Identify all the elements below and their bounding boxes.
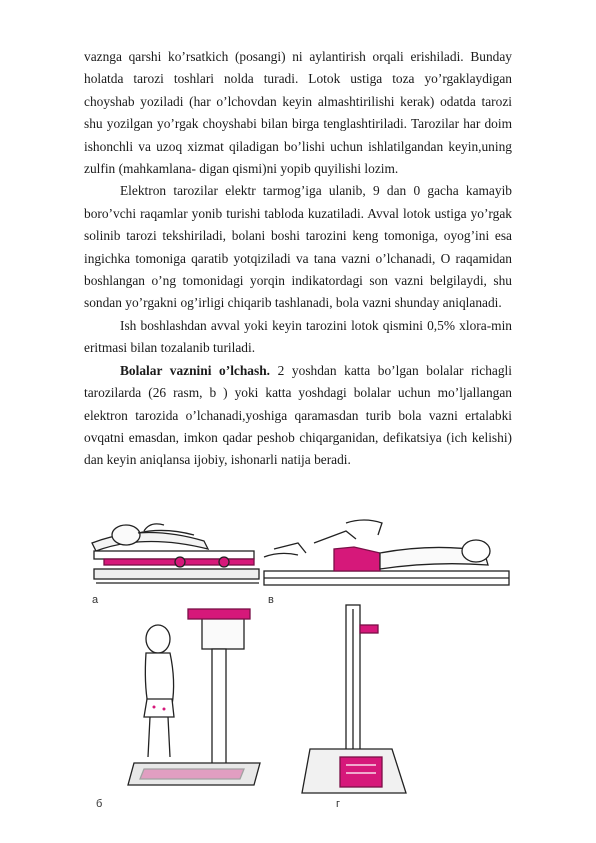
- scales-illustration: [84, 513, 516, 823]
- section-heading: Bolalar vaznini o’lchash.: [120, 362, 271, 378]
- document-page: [84, 46, 512, 472]
- paragraph-1: vaznga qarshi ko’rsatkich (posangi) ni aylantirish orqali erishiladi. Bunday holatda tarozi toshlari nolda turadi. Lotok ustiga toza yo’rgaklaydigan choyshab yoziladi (har o’lchovdan keyin almashtirilishi kerak) odatda tarozi shu yozilgan yo’rgak choyshabi bilan birga tenglashtiriladi. Tarozilar har doim ishonchli va uzoq xizmat qiladigan bo’lishi uchun ishlatilgandan keyin,uning zulfin (mahkamlana- digan qismi)ni yopib quyilishi lozim.: [84, 49, 512, 177]
- figure-label-g: г: [336, 798, 341, 810]
- paragraph-3: Ish boshlashdan avval yoki keyin tarozini lotok qismini 0,5% xlora-min eritmasi bilan tozalanib turiladi.: [84, 317, 512, 356]
- paragraph-4-text: 2 yoshdan katta bo’lgan bolalar richagli tarozilarda (26 rasm, b ) yoki katta yoshdagi bolalar uchun mo’ljallangan elektron tarozida o’lchanadi,yoshiga qaramasdan turib bola vazni ertalabki ovqatni emasdan, imkon qadar peshob chiqarganidan, defikatsiya (ich kelishi) dan keyin aniqlansa ijobiy, ishonarli natija beradi.: [84, 362, 512, 468]
- scales-drawing: [84, 513, 516, 823]
- infant-lever-scale-drawing: [92, 524, 259, 583]
- height-stadiometer-drawing: [302, 605, 406, 793]
- child-platform-scale-drawing: [128, 609, 260, 785]
- figure-label-v: в: [268, 594, 274, 606]
- paragraph-2: Elektron tarozilar elektr tarmog’iga ulanib, 9 dan 0 gacha kamayib boro’vchi raqamlar yonib turishi tabloda kuzatiladi. Avval lotok ustiga yo’rgak solinib tarozi tekshiriladi, bolani boshi tarozini keng tomoniga, oyog’ini esa ingichka tomoniga qaratib yotqiziladi va tana vazni o’lchanadi, O raqamidan boshlangan o’ng tomonidagi yorqin indikatordagi son vazni belgilaydi, shu sondan yo’rgakni og’irligi chiqarib tashlanadi, bola vazni shunday aniqlanadi.: [84, 183, 512, 311]
- infant-length-board-drawing: [264, 520, 509, 585]
- figure-label-a: а: [92, 594, 99, 606]
- paragraph-4: [84, 360, 512, 472]
- figure-label-b: б: [96, 798, 103, 810]
